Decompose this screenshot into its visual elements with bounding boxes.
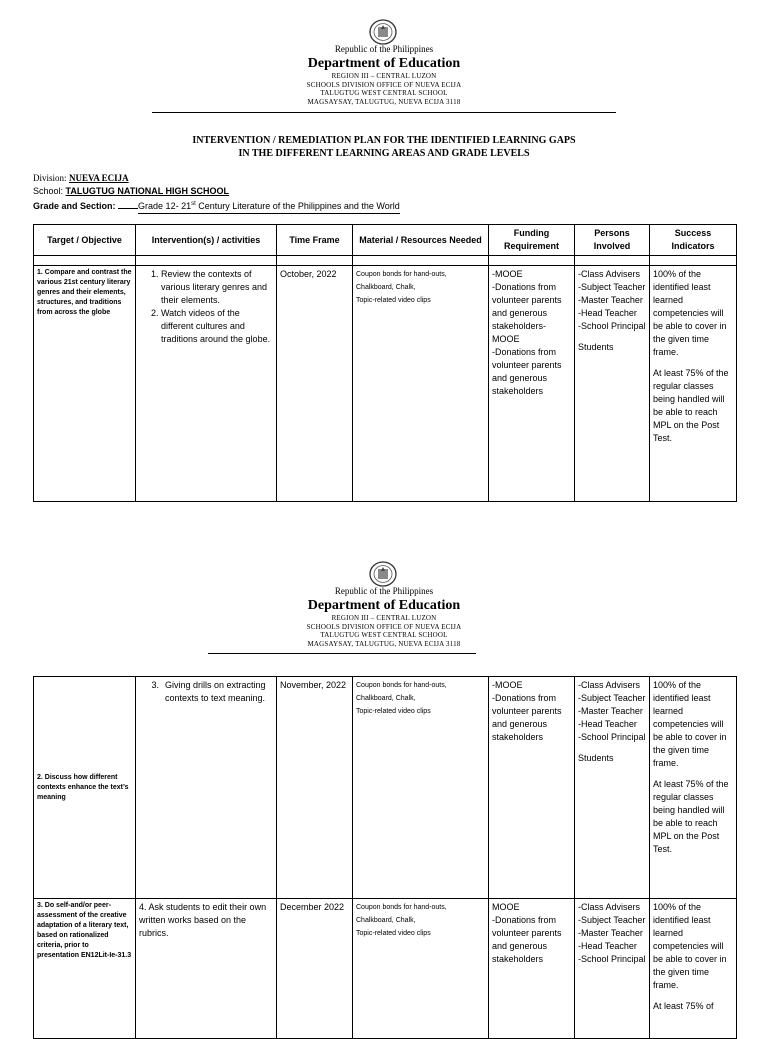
region-line: REGION III – CENTRAL LUZON [331,72,437,80]
col-header-materials: Material / Resources Needed [353,225,489,256]
table-row [34,677,737,899]
activity-item: 1. Review the contexts of various literary genres and their elements. [161,268,273,307]
indicators-cell: 100% of the identified least learned competencies will be able to cover in the given time frame. At least 75% of the regular classes being handled will be able to reach MPL on the Post Test. [650,677,737,899]
school-value: TALUGTUG NATIONAL HIGH SCHOOL [65,186,230,196]
funding-cell: MOOE -Donations from volunteer parents and generous stakeholders [489,899,575,1039]
division-value: NUEVA ECIJA [69,173,129,183]
plan-title-line-1: INTERVENTION / REMEDIATION PLAN FOR THE IDENTIFIED LEARNING GAPS [192,135,576,146]
plan-title [0,134,768,160]
table-header-row [34,225,737,256]
school-office-line: TALUGTUG WEST CENTRAL SCHOOL [320,89,448,97]
indicators-cell: 100% of the identified least learned competencies will be able to cover in the given time frame. At least 75% of the regular classes being handled will be able to reach MPL on the Post Test. [650,266,737,502]
school-row [33,185,229,198]
persons-cell: -Class Advisers -Subject Teacher -Master Teacher -Head Teacher -School Principal [575,899,650,1039]
activity-item: 4. Ask students to edit their own written works based on the rubrics. [136,899,277,1039]
header-divider [152,112,616,113]
objective-text: 1. Compare and contrast the various 21st century literary genres and their elements, structures, and traditions from across the globe [37,269,132,316]
grade-label: Grade and Section: [33,201,116,211]
table-row [34,266,737,502]
address-line: MAGSAYSAY, TALUGTUG, NUEVA ECIJA 3118 [307,97,461,106]
col-header-funding: Funding Requirement [489,225,575,256]
time-frame-cell: November, 2022 [277,677,353,899]
col-header-indicators: Success Indicators [650,225,737,256]
col-header-time-frame: Time Frame [277,225,353,256]
letterhead: Republic of the Philippines Department of Education REGION III – CENTRAL LUZON SCHOOLS DIVISION OFFICE OF NUEVA ECIJA TALUGTUG WEST CENTRAL SCHOOL MAGSAYSAY, TALUGTUG, NUEVA ECIJA 3118 [306,586,462,648]
funding-cell: -MOOE -Donations from volunteer parents and generous stakeholders- MOOE -Donations from volunteer parents and generous stakeholders [489,266,575,502]
table-row [34,899,737,1039]
plan-table-page-1 [33,224,737,502]
plan-title-line-2: IN THE DIFFERENT LEARNING AREAS AND GRADE LEVELS [238,148,530,159]
time-frame-cell: December 2022 [277,899,353,1039]
objective-text: 2. Discuss how different contexts enhance the text’s meaning [37,773,129,801]
materials-cell: Coupon bonds for hand-outs, Chalkboard, Chalk, Topic-related video clips [353,266,489,502]
deped-seal-icon [368,18,398,46]
division-row [33,172,129,185]
activities-list [139,268,273,346]
objective-text: 3. Do self-and/or peer-assessment of the creative adaptation of a literary text, based on rationalized criteria, prior to presentation EN12Lit-Ie-31.3 [37,902,132,959]
document-page-2 [0,548,768,1024]
header-divider [208,653,476,654]
persons-cell: -Class Advisers -Subject Teacher -Master Teacher -Head Teacher -School Principal Students [575,266,650,502]
school-label: School: [33,186,64,196]
grade-value: Grade 12- 21 [138,201,192,211]
time-frame-cell: October, 2022 [277,266,353,502]
letterhead [0,44,768,106]
activity-item: 2. Watch videos of the different cultures and traditions around the globe. [161,307,273,346]
division-label: Division: [33,173,67,183]
plan-table-page-2 [33,676,737,1039]
activity-item: 3. Giving drills on extracting contexts to text meaning. [151,680,266,703]
deped-seal-icon [368,560,398,588]
funding-cell: -MOOE -Donations from volunteer parents and generous stakeholders [489,677,575,899]
col-header-persons: Persons Involved [575,225,650,256]
grade-row: Grade and Section: Grade 12- 21st Century Literature of the Philippines and the World [33,198,400,214]
col-header-objective: Target / Objective [34,225,136,256]
division-office-line: SCHOOLS DIVISION OFFICE OF NUEVA ECIJA [306,80,462,89]
col-header-activities: Intervention(s) / activities [136,225,277,256]
persons-cell: -Class Advisers -Subject Teacher -Master Teacher -Head Teacher -School Principal Students [575,677,650,899]
materials-cell: Coupon bonds for hand-outs, Chalkboard, Chalk, Topic-related video clips [353,677,489,899]
republic-line: Republic of the Philippines [334,44,434,54]
indicators-cell: 100% of the identified least learned competencies will be able to cover in the given time frame. At least 75% of [650,899,737,1039]
spacer-row [34,256,737,266]
materials-cell: Coupon bonds for hand-outs, Chalkboard, Chalk, Topic-related video clips [353,899,489,1039]
department-name: Department of Education [307,56,461,71]
